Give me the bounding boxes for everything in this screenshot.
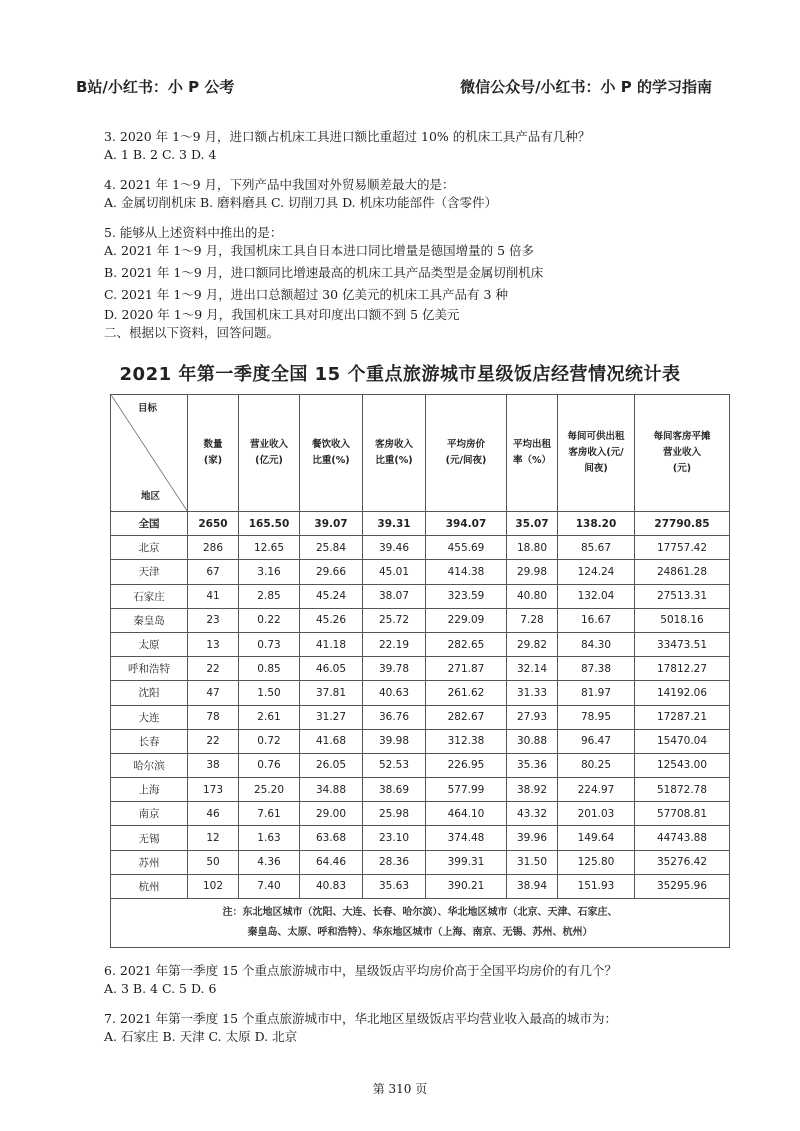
col-header-avg-price: 平均房价 (元/间夜) [426,395,507,512]
value-cell: 23.10 [363,826,426,850]
corner-label-region: 地区 [141,491,161,502]
value-cell: 102 [188,874,239,898]
region-cell: 大连 [111,705,188,729]
header-right: 微信公众号/小红书：小 P 的学习指南 [460,78,712,96]
value-cell: 27790.85 [635,512,730,536]
value-cell: 271.87 [426,657,507,681]
question-6: 6. 2021 年第一季度 15 个重点旅游城市中，星级饭店平均房价高于全国平均房价的有几个？ [104,963,618,978]
value-cell: 7.61 [239,802,300,826]
question-4: 4. 2021 年 1～9 月，下列产品中我国对外贸易顺差最大的是： [104,177,455,192]
value-cell: 3.16 [239,560,300,584]
region-cell: 长春 [111,729,188,753]
value-cell: 63.68 [300,826,363,850]
region-cell: 苏州 [111,850,188,874]
hotel-stats-table [110,394,730,948]
value-cell: 44743.88 [635,826,730,850]
value-cell: 0.85 [239,657,300,681]
region-cell: 秦皇岛 [111,608,188,632]
value-cell: 29.00 [300,802,363,826]
value-cell: 25.72 [363,608,426,632]
value-cell: 39.98 [363,729,426,753]
value-cell: 25.20 [239,778,300,802]
value-cell: 1.50 [239,681,300,705]
question-3: 3. 2020 年 1～9 月，进口额占机床工具进口额比重超过 10% 的机床工具产品有几种？ [104,129,591,144]
table-row [111,826,730,850]
value-cell: 464.10 [426,802,507,826]
value-cell: 80.25 [558,753,635,777]
header-left: B站/小红书：小 P 公考 [76,78,235,96]
value-cell: 52.53 [363,753,426,777]
value-cell: 577.99 [426,778,507,802]
question-6-options: A. 3 B. 4 C. 5 D. 6 [104,981,217,996]
value-cell: 85.67 [558,536,635,560]
value-cell: 27513.31 [635,584,730,608]
region-cell: 杭州 [111,874,188,898]
value-cell: 0.73 [239,632,300,656]
section-intro: 二、根据以下资料，回答问题。 [104,325,280,340]
table-row [111,608,730,632]
value-cell: 40.63 [363,681,426,705]
value-cell: 7.28 [507,608,558,632]
value-cell: 39.78 [363,657,426,681]
value-cell: 2650 [188,512,239,536]
value-cell: 165.50 [239,512,300,536]
value-cell: 46.05 [300,657,363,681]
value-cell: 32.14 [507,657,558,681]
value-cell: 7.40 [239,874,300,898]
table-row [111,874,730,898]
value-cell: 138.20 [558,512,635,536]
page-number: 第 310 页 [372,1082,428,1096]
value-cell: 96.47 [558,729,635,753]
col-header-room-share: 客房收入 比重(%) [363,395,426,512]
value-cell: 0.76 [239,753,300,777]
value-cell: 12 [188,826,239,850]
value-cell: 45.01 [363,560,426,584]
value-cell: 2.85 [239,584,300,608]
region-cell: 石家庄 [111,584,188,608]
table-note-line-2: 秦皇岛、太原、呼和浩特）、华东地区城市（上海、南京、无锡、苏州、杭州） [247,927,593,938]
value-cell: 41.68 [300,729,363,753]
value-cell: 15470.04 [635,729,730,753]
value-cell: 282.65 [426,632,507,656]
value-cell: 41 [188,584,239,608]
value-cell: 151.93 [558,874,635,898]
value-cell: 125.80 [558,850,635,874]
value-cell: 35.36 [507,753,558,777]
value-cell: 312.38 [426,729,507,753]
value-cell: 47 [188,681,239,705]
question-5: 5. 能够从上述资料中推出的是： [104,225,283,240]
value-cell: 35.63 [363,874,426,898]
value-cell: 87.38 [558,657,635,681]
value-cell: 2.61 [239,705,300,729]
col-header-count: 数量 (家) [188,395,239,512]
corner-label-indicator: 目标 [137,403,157,414]
table-note-row [111,899,730,948]
question-3-options: A. 1 B. 2 C. 3 D. 4 [104,147,217,162]
region-cell: 北京 [111,536,188,560]
region-cell: 天津 [111,560,188,584]
table-row [111,705,730,729]
value-cell: 33473.51 [635,632,730,656]
value-cell: 64.46 [300,850,363,874]
value-cell: 51872.78 [635,778,730,802]
value-cell: 374.48 [426,826,507,850]
table-header-row [111,395,730,512]
table-note-line-1: 注：东北地区城市（沈阳、大连、长春、哈尔滨）、华北地区城市（北京、天津、石家庄、 [222,907,618,918]
value-cell: 36.76 [363,705,426,729]
col-header-revenue-per-room: 每间客房平摊 营业收入 (元) [635,395,730,512]
value-cell: 78.95 [558,705,635,729]
value-cell: 28.36 [363,850,426,874]
question-5-option-a: A. 2021 年 1～9 月，我国机床工具自日本进口同比增量是德国增量的 5 倍多 [104,243,535,258]
value-cell: 29.82 [507,632,558,656]
region-cell: 上海 [111,778,188,802]
question-4-options: A. 金属切削机床 B. 磨料磨具 C. 切削刀具 D. 机床功能部件（含零件） [104,195,498,210]
value-cell: 81.97 [558,681,635,705]
table-row [111,657,730,681]
col-header-revpar: 每间可供出租 客房收入(元/ 间夜) [558,395,635,512]
value-cell: 390.21 [426,874,507,898]
value-cell: 39.07 [300,512,363,536]
region-cell: 沈阳 [111,681,188,705]
value-cell: 261.62 [426,681,507,705]
value-cell: 27.93 [507,705,558,729]
value-cell: 5018.16 [635,608,730,632]
value-cell: 78 [188,705,239,729]
value-cell: 35295.96 [635,874,730,898]
value-cell: 414.38 [426,560,507,584]
value-cell: 34.88 [300,778,363,802]
col-header-occupancy: 平均出租 率（%） [507,395,558,512]
value-cell: 173 [188,778,239,802]
value-cell: 12543.00 [635,753,730,777]
region-cell: 太原 [111,632,188,656]
value-cell: 84.30 [558,632,635,656]
table-row [111,753,730,777]
value-cell: 22.19 [363,632,426,656]
value-cell: 399.31 [426,850,507,874]
value-cell: 17812.27 [635,657,730,681]
value-cell: 18.80 [507,536,558,560]
value-cell: 39.96 [507,826,558,850]
value-cell: 57708.81 [635,802,730,826]
value-cell: 132.04 [558,584,635,608]
table-row [111,584,730,608]
value-cell: 39.31 [363,512,426,536]
value-cell: 38.94 [507,874,558,898]
value-cell: 286 [188,536,239,560]
value-cell: 35.07 [507,512,558,536]
value-cell: 17757.42 [635,536,730,560]
value-cell: 29.98 [507,560,558,584]
table-row [111,632,730,656]
table-row [111,560,730,584]
value-cell: 1.63 [239,826,300,850]
question-5-option-b: B. 2021 年 1～9 月，进口额同比增速最高的机床工具产品类型是金属切削机床 [104,265,544,280]
value-cell: 4.36 [239,850,300,874]
value-cell: 45.26 [300,608,363,632]
region-cell: 无锡 [111,826,188,850]
value-cell: 31.50 [507,850,558,874]
value-cell: 0.72 [239,729,300,753]
region-cell: 呼和浩特 [111,657,188,681]
table-row [111,850,730,874]
value-cell: 323.59 [426,584,507,608]
table-row [111,778,730,802]
value-cell: 149.64 [558,826,635,850]
value-cell: 40.80 [507,584,558,608]
value-cell: 40.83 [300,874,363,898]
region-cell: 哈尔滨 [111,753,188,777]
value-cell: 38.92 [507,778,558,802]
region-cell: 南京 [111,802,188,826]
table-row [111,536,730,560]
value-cell: 43.32 [507,802,558,826]
value-cell: 38.07 [363,584,426,608]
value-cell: 38.69 [363,778,426,802]
value-cell: 0.22 [239,608,300,632]
value-cell: 35276.42 [635,850,730,874]
value-cell: 22 [188,729,239,753]
value-cell: 67 [188,560,239,584]
table-title: 2021 年第一季度全国 15 个重点旅游城市星级饭店经营情况统计表 [119,364,681,385]
value-cell: 282.67 [426,705,507,729]
value-cell: 124.24 [558,560,635,584]
value-cell: 45.24 [300,584,363,608]
value-cell: 31.33 [507,681,558,705]
value-cell: 30.88 [507,729,558,753]
value-cell: 17287.21 [635,705,730,729]
value-cell: 25.98 [363,802,426,826]
value-cell: 16.67 [558,608,635,632]
table-row-total [111,512,730,536]
value-cell: 29.66 [300,560,363,584]
table-row [111,681,730,705]
table-row [111,729,730,753]
value-cell: 455.69 [426,536,507,560]
value-cell: 224.97 [558,778,635,802]
value-cell: 24861.28 [635,560,730,584]
question-7-options: A. 石家庄 B. 天津 C. 太原 D. 北京 [104,1029,298,1044]
value-cell: 46 [188,802,239,826]
value-cell: 39.46 [363,536,426,560]
corner-header [111,395,188,512]
value-cell: 50 [188,850,239,874]
value-cell: 229.09 [426,608,507,632]
value-cell: 12.65 [239,536,300,560]
value-cell: 37.81 [300,681,363,705]
table-row [111,802,730,826]
question-5-option-c: C. 2021 年 1～9 月，进出口总额超过 30 亿美元的机床工具产品有 3 种 [104,287,508,302]
value-cell: 38 [188,753,239,777]
value-cell: 13 [188,632,239,656]
value-cell: 394.07 [426,512,507,536]
value-cell: 31.27 [300,705,363,729]
table-note [111,899,730,948]
value-cell: 26.05 [300,753,363,777]
region-cell: 全国 [111,512,188,536]
value-cell: 41.18 [300,632,363,656]
question-7: 7. 2021 年第一季度 15 个重点旅游城市中，华北地区星级饭店平均营业收入最高的城市为： [104,1011,618,1026]
value-cell: 201.03 [558,802,635,826]
question-5-option-d: D. 2020 年 1～9 月，我国机床工具对印度出口额不到 5 亿美元 [104,307,460,322]
value-cell: 226.95 [426,753,507,777]
value-cell: 23 [188,608,239,632]
value-cell: 22 [188,657,239,681]
col-header-catering-share: 餐饮收入 比重(%) [300,395,363,512]
value-cell: 14192.06 [635,681,730,705]
value-cell: 25.84 [300,536,363,560]
col-header-revenue: 营业收入 (亿元) [239,395,300,512]
